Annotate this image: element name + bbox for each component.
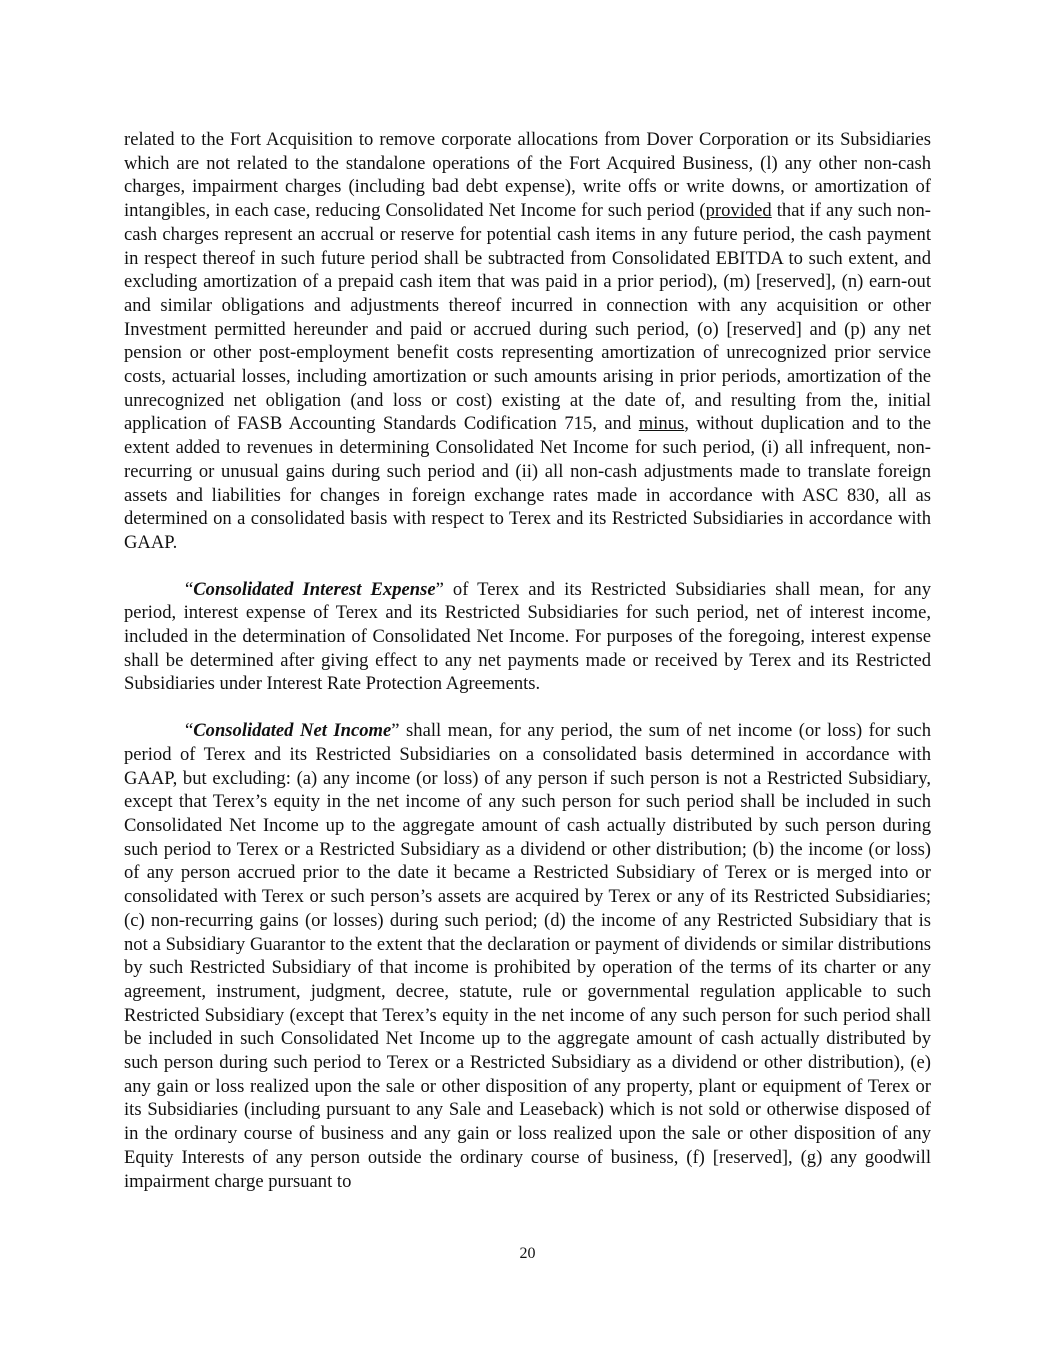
page-number: 20 <box>519 1245 536 1262</box>
underlined-term-minus: minus <box>638 413 685 435</box>
paragraph-ebitda-continuation <box>124 128 931 555</box>
open-quote: “ <box>185 578 194 600</box>
definition-consolidated-net-income <box>124 719 931 1193</box>
paragraph-text: that if any such non-cash charges represent an accrual or reserve for potential cash items in any future period, the cash payment in respect thereof in such future period shall be subtracted from Consolidated EBITDA to such extent, and excluding amortization of a prepaid cash item that was paid in a prior period), (m) [reserved], (n) earn-out and similar obligations and adjustments thereof incurred in connection with any acquisition or other Investment permitted hereunder and paid or accrued during such period, (o) [reserved] and (p) any net pension or other post-employment benefit costs representing amortization of unrecognized prior service costs, actuarial losses, including amortization or such amounts arising in prior periods, amortization of the unrecognized net obligation (and loss or cost) existing at the date of, and resulting from the, initial application of FASB Accounting Standards Codification 715, and <box>124 200 931 435</box>
definition-consolidated-interest-expense <box>124 578 931 697</box>
defined-term: Consolidated Interest Expense <box>193 578 436 600</box>
underlined-term-provided: provided <box>705 200 772 222</box>
definition-text: ” of Terex and its Restricted Subsidiaries shall mean, for any period, interest expense of Terex and its Restricted Subsidiaries for such period, net of interest income, included in the determination of Consolidated Net Income. For purposes of the foregoing, interest expense shall be determined after giving effect to any net payments made or received by Terex and its Restricted Subsidiaries under Interest Rate Protection Agreements. <box>124 578 931 695</box>
document-page <box>124 128 931 1193</box>
open-quote: “ <box>185 720 194 742</box>
defined-term: Consolidated Net Income <box>193 720 392 742</box>
paragraph-text: related to the Fort Acquisition to remove corporate allocations from Dover Corporation or its Subsidiaries which are not related to the standalone operations of the Fort Acquired Business, (l) any other non-cash charges, impairment charges (including bad debt expense), write offs or write downs, or amortization of intangibles, in each case, reducing Consolidated Net Income for such period ( <box>124 129 931 222</box>
definition-text: ” shall mean, for any period, the sum of net income (or loss) for such period of Terex and its Restricted Subsidiaries on a consolidated basis determined in accordance with GAAP, but excluding: (a) any income (or loss) of any person if such person is not a Restricted Subsidiary, except that Terex’s equity in the net income of any such person for such period shall be included in such Consolidated Net Income up to the aggregate amount of cash actually distributed by such person during such period to Terex or a Restricted Subsidiary as a dividend or other distribution; (b) the income (or loss) of any person accrued prior to the date it became a Restricted Subsidiary of Terex or is merged into or consolidated with Terex or such person’s assets are acquired by Terex or any of its Restricted Subsidiaries; (c) non-recurring gains (or losses) during such period; (d) the income of any Restricted Subsidiary that is not a Subsidiary Guarantor to the extent that the declaration or payment of dividends or similar distributions by such Restricted Subsidiary of that income is prohibited by operation of the terms of its charter or any agreement, instrument, judgment, decree, statute, rule or governmental regulation applicable to such Restricted Subsidiary (except that Terex’s equity in the net income of any such person for such period shall be included in such Consolidated Net Income up to the aggregate amount of cash actually distributed by such person during such period to Terex or a Restricted Subsidiary as a dividend or other distribution), (e) any gain or loss realized upon the sale or other disposition of any property, plant or equipment of Terex or its Subsidiaries (including pursuant to any Sale and Leaseback) which is not sold or otherwise disposed of in the ordinary course of business and any gain or loss realized upon the sale or other disposition of any Equity Interests of any person outside the ordinary course of business, (f) [reserved], (g) any goodwill impairment charge pursuant to <box>124 720 931 1192</box>
paragraph-text: , without duplication and to the extent added to revenues in determining Consolidated Net Income for such period, (i) all infrequent, non-recurring or unusual gains during such period and (ii) all non-cash adjustments made to translate foreign assets and liabilities for changes in foreign exchange rates made in accordance with ASC 830, all as determined on a consolidated basis with respect to Terex and its Restricted Subsidiaries in accordance with GAAP. <box>124 413 931 553</box>
